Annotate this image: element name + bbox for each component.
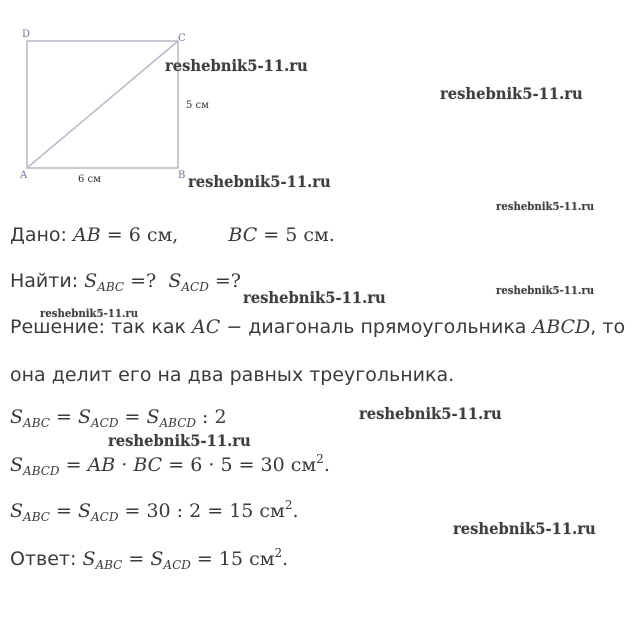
watermark-10: reshebnik5-11.ru — [453, 519, 596, 538]
solution-label: Решение: — [10, 316, 106, 338]
watermark-4: reshebnik5-11.ru — [496, 200, 595, 213]
given-bc: BC — [228, 224, 258, 246]
side-ab-length: 6 см — [78, 174, 101, 185]
given-ab: AB — [72, 224, 101, 246]
answer-label: Ответ: — [10, 548, 77, 570]
watermark-7: reshebnik5-11.ru — [40, 307, 139, 320]
watermark-6: reshebnik5-11.ru — [243, 288, 386, 307]
side-bc-length: 5 см — [186, 100, 209, 111]
diagonal-ac — [27, 41, 178, 168]
watermark-2: reshebnik5-11.ru — [440, 84, 583, 103]
watermark-9: reshebnik5-11.ru — [108, 431, 251, 450]
vertex-d: D — [22, 29, 31, 40]
answer-value: 15 см — [218, 548, 275, 570]
given-ab-value: 6 см, — [128, 224, 179, 246]
solution-line-1: Решение: так как AC − диагональ прямоугольника ABCD, то — [10, 316, 626, 338]
vertex-c: C — [178, 33, 186, 44]
formula-halves: $S_{ABC} = S_{ACD} = S_{ABCD}$ : 2 — [10, 406, 227, 430]
find-sub-abc: ABC — [97, 280, 125, 294]
vertex-a: A — [20, 170, 28, 181]
watermark-3: reshebnik5-11.ru — [188, 172, 331, 191]
find-sub-acd: ACD — [181, 280, 209, 294]
watermark-5: reshebnik5-11.ru — [496, 284, 595, 297]
given-bc-value: 5 см. — [285, 224, 335, 246]
watermark-8: reshebnik5-11.ru — [359, 404, 502, 423]
vertex-b: B — [178, 170, 186, 181]
formula-half-area: $S_{ABC} = S_{ACD} = 30$ : 2 = 15 $см^2$. — [10, 498, 299, 524]
find-label: Найти: — [10, 270, 79, 292]
given-label: Дано: — [10, 224, 67, 246]
solution-line-2: она делит его на два равных треугольника. — [10, 364, 455, 386]
answer-line: Ответ: $S_{ABC} = S_{ACD} = 15$ $см^2$. — [10, 546, 289, 572]
find-line: Найти: $S_{ABC}$ =? $S_{ACD}$ =? — [10, 270, 241, 294]
watermark-1: reshebnik5-11.ru — [165, 56, 308, 75]
formula-area: $S_{ABCD}$ = AB · BC = 6 · 5 = 30 $см^2$. — [10, 452, 330, 478]
given-line: Дано: AB = 6 см, BC = 5 см. — [10, 224, 335, 246]
